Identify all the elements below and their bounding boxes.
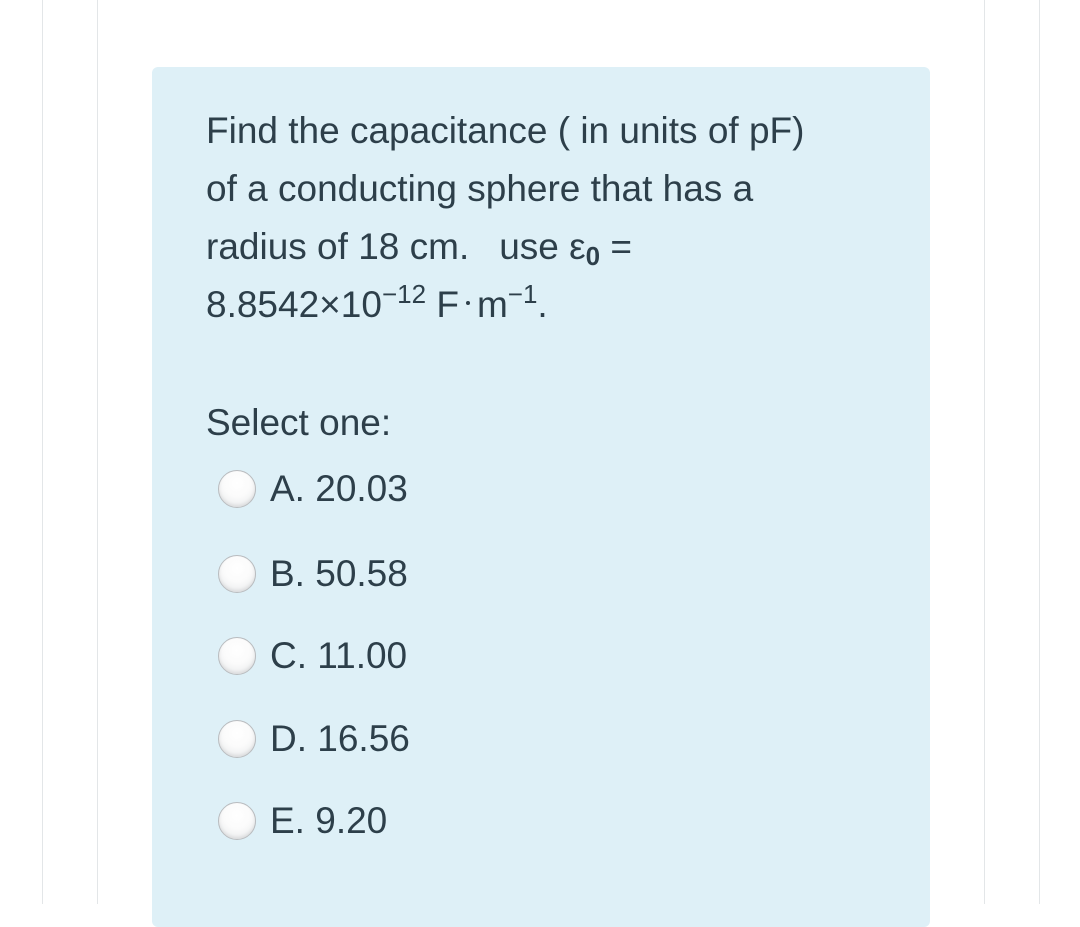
- question-line-2: of a conducting sphere that has a: [206, 168, 754, 209]
- option-b[interactable]: [218, 551, 408, 597]
- option-label[interactable]: B. 50.58: [270, 553, 408, 594]
- option-label[interactable]: E. 9.20: [270, 800, 388, 841]
- option-label[interactable]: C. 11.00: [270, 635, 408, 676]
- radio-button-icon[interactable]: [218, 802, 256, 840]
- question-text: [206, 102, 896, 334]
- equals-sign: =: [610, 226, 633, 267]
- option-d[interactable]: [218, 716, 410, 762]
- radio-button-icon[interactable]: [218, 555, 256, 593]
- page-border-right-inner: [984, 0, 985, 904]
- radio-button-icon[interactable]: [218, 720, 256, 758]
- meter-exponent: −1: [507, 279, 538, 309]
- permittivity-value: 8.8542×10: [206, 284, 382, 325]
- question-line-4: [206, 276, 896, 334]
- select-one-label: Select one:: [206, 402, 392, 443]
- page-border-left-inner: [97, 0, 98, 904]
- use-text: use ε: [499, 226, 586, 267]
- radius-text: radius of 18 cm.: [206, 226, 470, 267]
- page-border-left-outer: [42, 0, 43, 904]
- option-c[interactable]: [218, 633, 407, 679]
- option-label[interactable]: D. 16.56: [270, 718, 410, 759]
- permittivity-exponent: −12: [381, 279, 427, 309]
- epsilon-subscript: 0: [585, 241, 601, 271]
- option-label[interactable]: A. 20.03: [270, 468, 408, 509]
- unit-meter: m: [476, 284, 508, 325]
- multiplication-dot-icon: [466, 301, 470, 305]
- option-e[interactable]: [218, 798, 387, 844]
- unit-farad: F: [436, 284, 459, 325]
- radio-button-icon[interactable]: [218, 470, 256, 508]
- question-line-1: Find the capacitance ( in units of pF): [206, 110, 805, 151]
- period: .: [537, 284, 548, 325]
- page-border-right-outer: [1039, 0, 1040, 904]
- option-a[interactable]: [218, 466, 408, 512]
- question-line-3: [206, 218, 896, 276]
- radio-button-icon[interactable]: [218, 637, 256, 675]
